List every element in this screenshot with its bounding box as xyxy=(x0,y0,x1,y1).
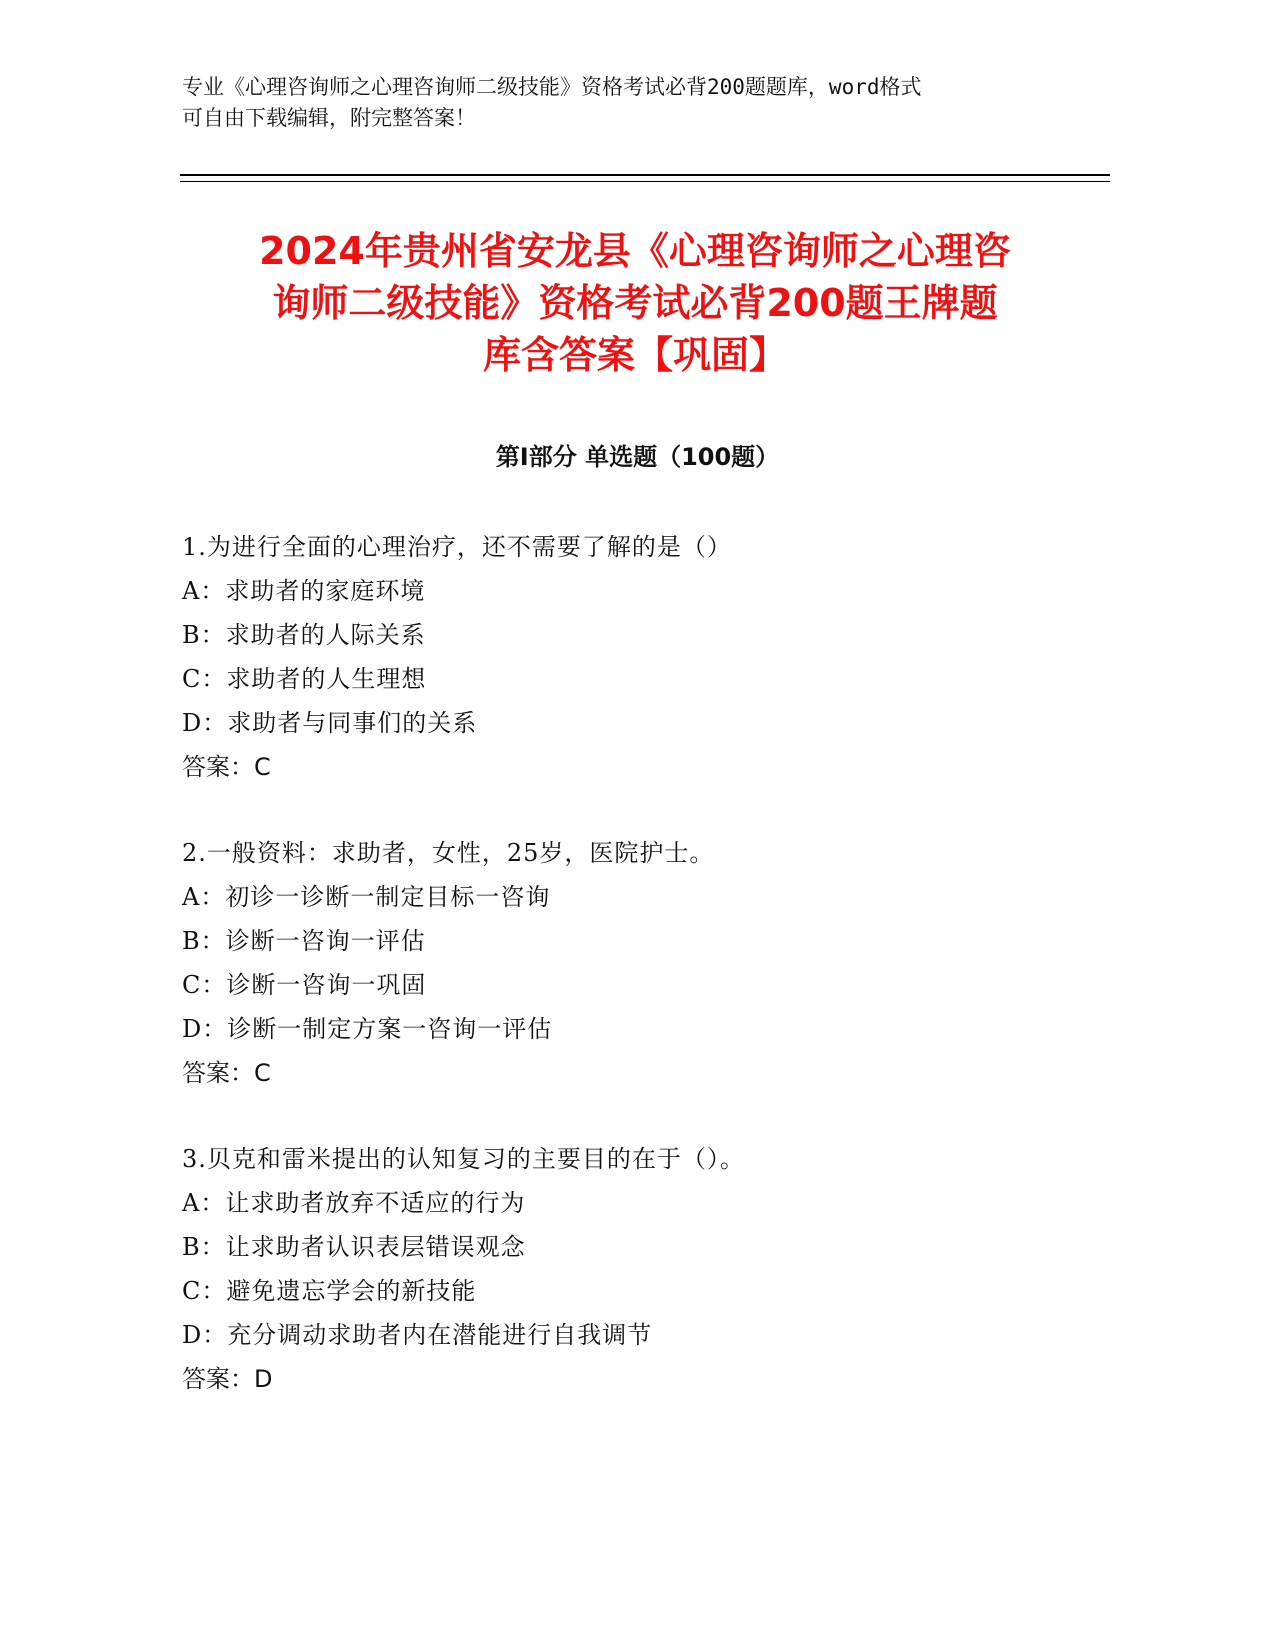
option-d: D：充分调动求助者内在潜能进行自我调节 xyxy=(182,1321,653,1349)
option-a: A：让求助者放弃不适应的行为 xyxy=(182,1189,526,1217)
question-list xyxy=(182,525,1102,1443)
header-line-1: 专业《心理咨询师之心理咨询师二级技能》资格考试必背200题题库，word格式 xyxy=(182,75,922,99)
answer-line: 答案：D xyxy=(182,1365,273,1393)
title-line-1: 2024年贵州省安龙县《心理咨询师之心理咨 xyxy=(259,229,1011,273)
title-line-3: 库含答案【巩固】 xyxy=(482,333,787,377)
question-3 xyxy=(182,1137,1102,1401)
section-heading: 第Ⅰ部分 单选题（100题） xyxy=(495,443,780,471)
option-c: C：求助者的人生理想 xyxy=(182,665,427,693)
question-stem: 1.为进行全面的心理治疗，还不需要了解的是（） xyxy=(182,533,732,561)
question-stem: 2.一般资料：求助者，女性，25岁，医院护士。 xyxy=(182,839,715,867)
option-d: D：求助者与同事们的关系 xyxy=(182,709,478,737)
question-stem: 3.贝克和雷米提出的认知复习的主要目的在于（）。 xyxy=(182,1145,745,1173)
document-title xyxy=(175,225,1095,381)
title-line-2: 询师二级技能》资格考试必背200题王牌题 xyxy=(272,281,998,325)
option-c: C：诊断一咨询一巩固 xyxy=(182,971,427,999)
option-b: B：求助者的人际关系 xyxy=(182,621,426,649)
question-1 xyxy=(182,525,1102,789)
answer-line: 答案：C xyxy=(182,1059,271,1087)
header-rule-thin xyxy=(180,181,1110,182)
option-c: C：避免遗忘学会的新技能 xyxy=(182,1277,477,1305)
option-a: A：初诊一诊断一制定目标一咨询 xyxy=(182,883,551,911)
option-a: A：求助者的家庭环境 xyxy=(182,577,426,605)
option-d: D：诊断一制定方案一咨询一评估 xyxy=(182,1015,553,1043)
header-rule-thick xyxy=(180,174,1110,176)
question-2 xyxy=(182,831,1102,1095)
header-note xyxy=(182,72,1042,134)
option-b: B：让求助者认识表层错误观念 xyxy=(182,1233,526,1261)
option-b: B：诊断一咨询一评估 xyxy=(182,927,426,955)
answer-line: 答案：C xyxy=(182,753,271,781)
header-line-2: 可自由下载编辑，附完整答案！ xyxy=(182,106,476,130)
